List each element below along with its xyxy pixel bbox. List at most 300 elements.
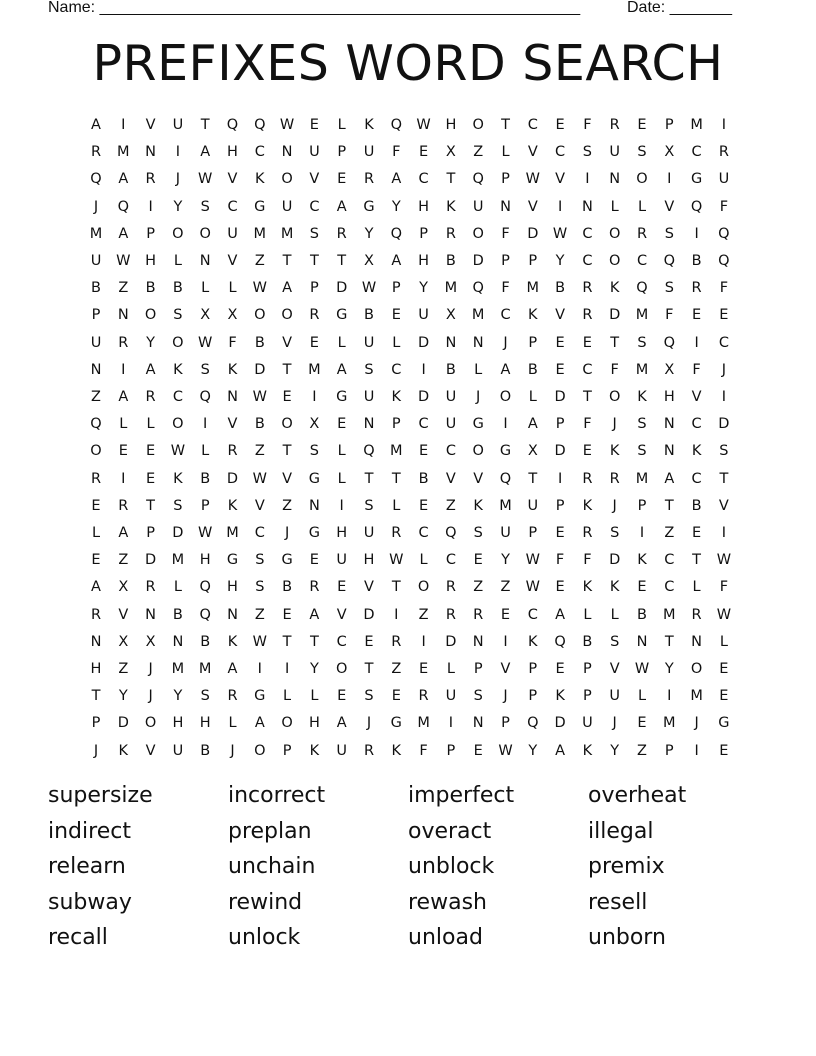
grid-letter: E [719,661,729,677]
grid-letter: U [718,171,730,188]
grid-letter: I [284,661,290,677]
grid-letter: R [473,606,484,623]
grid-letter: E [419,661,429,677]
grid-letter: B [200,742,211,759]
word-list-item: incorrect [228,783,326,808]
grid-letter: I [503,633,508,650]
grid-letter: K [173,470,183,487]
grid-letter: Q [199,389,211,405]
grid-letter: K [391,742,402,759]
grid-letter: E [637,715,647,732]
grid-letter: L [637,688,647,705]
grid-letter: N [500,198,511,215]
grid-letter: S [473,688,483,705]
grid-letter: V [254,497,265,514]
grid-letter: D [145,552,157,569]
grid-letter: L [446,661,455,677]
grid-letter: T [446,171,456,188]
grid-letter: S [637,443,647,460]
grid-letter: W [116,253,131,269]
grid-letter: R [336,225,347,242]
grid-letter: N [227,389,238,405]
grid-letter: X [200,307,211,324]
grid-letter: Z [500,579,511,596]
grid-letter: O [608,225,621,242]
grid-letter: L [337,470,346,487]
word-list-item: rewash [408,889,487,915]
grid-letter: O [172,334,184,351]
grid-letter: P [501,253,510,269]
grid-letter: C [527,606,538,623]
grid-letter: E [555,117,565,133]
grid-letter: Q [254,117,266,133]
grid-letter: I [503,416,508,433]
grid-letter: X [445,144,456,161]
grid-letter: X [527,443,538,460]
grid-letter: T [719,470,729,487]
grid-letter: M [635,361,649,378]
grid-letter: C [664,579,675,596]
grid-letter: B [637,606,647,623]
grid-letter: W [198,334,213,351]
grid-letter: C [445,552,456,569]
grid-letter: C [582,253,593,269]
grid-letter: N [581,198,593,215]
grid-letter: A [555,606,566,623]
grid-letter: H [663,389,675,405]
grid-letter: G [336,389,348,405]
grid-letter: M [635,470,649,487]
grid-letter: S [664,225,674,242]
grid-letter: T [91,688,101,705]
grid-letter: L [610,606,619,623]
grid-letter: A [336,198,347,215]
grid-letter: B [172,606,183,623]
grid-letter: W [198,171,213,188]
grid-letter: T [610,334,620,351]
grid-letter: F [665,307,674,324]
grid-letter: O [254,742,266,759]
grid-letter: I [667,688,672,705]
grid-letter: A [391,171,402,188]
grid-letter: M [280,225,294,242]
grid-letter: H [227,579,238,596]
grid-letter: O [172,416,184,433]
grid-letter: J [476,389,481,405]
grid-letter: G [472,416,484,433]
grid-letter: V [336,606,347,623]
grid-letter: F [392,144,401,161]
grid-letter: R [582,280,593,297]
grid-letter: T [528,470,538,487]
grid-letter: O [472,117,484,133]
grid-letter: O [144,307,157,324]
grid-letter: L [173,579,182,596]
grid-letter: K [637,552,647,569]
grid-letter: W [716,552,732,569]
grid-letter: R [363,171,375,188]
grid-letter: N [90,361,102,378]
grid-letter: B [145,280,156,297]
grid-letter: Q [718,253,730,269]
grid-letter: V [145,742,156,759]
grid-letter: T [391,579,401,596]
grid-letter: E [419,443,429,460]
grid-letter: A [118,171,129,188]
grid-letter: S [637,334,647,351]
grid-letter: V [282,334,293,351]
grid-letter: O [499,389,512,405]
grid-letter: C [582,225,593,242]
grid-letter: F [555,552,565,569]
grid-letter: V [227,171,238,188]
grid-letter: O [417,579,430,596]
grid-letter: T [664,633,674,650]
grid-letter: E [309,117,319,133]
grid-letter: L [91,525,101,541]
grid-letter: W [252,470,267,487]
grid-letter: D [363,606,375,623]
grid-letter: I [339,497,344,514]
grid-letter: S [364,497,374,514]
grid-letter: L [337,443,346,460]
grid-letter: X [145,633,156,650]
grid-letter: Q [499,470,512,487]
grid-letter: F [583,416,592,433]
grid-letter: W [361,280,377,297]
grid-letter: Q [363,443,375,460]
grid-letter: R [582,525,593,541]
grid-letter: L [228,280,237,297]
grid-letter: R [691,280,702,297]
grid-letter: T [664,497,674,514]
grid-letter: Q [199,606,211,623]
grid-letter: D [554,389,566,405]
grid-letter: C [500,307,511,324]
grid-letter: R [636,225,648,242]
grid-letter: E [582,334,592,351]
grid-letter: M [663,606,676,623]
grid-letter: B [527,361,538,378]
grid-letter: R [418,688,429,705]
grid-letter: S [610,633,620,650]
grid-letter: I [121,361,126,378]
grid-letter: K [227,361,238,378]
grid-letter: H [227,144,238,161]
grid-letter: N [308,497,320,514]
grid-letter: M [417,715,430,732]
grid-letter: E [555,579,565,596]
grid-letter: Y [118,688,128,705]
grid-letter: K [227,497,238,514]
grid-letter: I [421,633,426,650]
grid-letter: F [228,334,237,351]
grid-letter: K [637,389,647,405]
grid-letter: W [252,280,267,297]
grid-letter: C [418,525,429,541]
grid-letter: J [612,416,617,433]
grid-letter: Q [445,525,457,541]
grid-letter: X [445,307,456,324]
grid-letter: E [637,117,647,133]
grid-letter: H [418,198,430,215]
grid-letter: B [582,633,593,650]
grid-letter: T [309,253,319,269]
grid-letter: N [199,253,211,269]
grid-letter: D [226,470,239,487]
grid-letter: F [719,579,729,596]
grid-letter: W [279,117,295,133]
grid-letter: M [526,280,540,297]
grid-letter: P [664,742,674,759]
grid-letter: E [582,443,592,460]
grid-letter: W [498,742,513,759]
grid-letter: R [227,688,238,705]
grid-letter: D [609,552,621,569]
grid-letter: N [145,144,157,161]
grid-letter: L [337,334,346,351]
grid-letter: I [557,198,563,215]
grid-letter: S [309,443,319,460]
grid-letter: Y [555,253,565,269]
grid-letter: K [227,633,238,650]
grid-letter: R [445,579,456,596]
grid-letter: C [309,198,320,215]
grid-letter: U [336,742,347,759]
grid-letter: G [499,443,512,460]
grid-letter: D [418,389,430,405]
grid-letter: F [719,198,729,215]
grid-letter: S [309,225,319,242]
grid-letter: N [472,633,484,650]
grid-letter: D [609,307,621,324]
grid-letter: P [419,225,428,242]
grid-letter: L [392,334,401,351]
grid-letter: B [691,253,702,269]
grid-letter: Q [636,280,648,297]
grid-letter: P [528,661,538,677]
grid-letter: L [201,280,210,297]
word-list-item: supersize [48,783,153,808]
grid-letter: P [664,117,674,133]
grid-letter: P [391,280,401,297]
grid-letter: Z [254,443,265,460]
grid-letter: R [609,470,620,487]
grid-letter: D [172,525,184,541]
grid-letter: S [473,525,483,541]
grid-letter: P [146,225,155,242]
grid-letter: Q [554,633,566,650]
grid-letter: E [337,579,347,596]
grid-letter: L [419,552,428,569]
grid-letter: S [664,280,674,297]
grid-letter: E [146,443,156,460]
grid-letter: N [663,416,675,433]
grid-letter: I [721,117,727,133]
grid-letter: K [446,198,456,215]
date-field-label: Date: _______ [627,0,732,16]
grid-letter: X [664,361,675,378]
grid-letter: A [145,361,156,378]
grid-letter: A [282,280,293,297]
grid-letter: E [555,334,565,351]
grid-letter: U [172,117,184,133]
grid-letter: D [418,334,430,351]
grid-letter: V [718,497,729,514]
grid-letter: E [282,389,292,405]
grid-letter: I [721,389,727,405]
grid-letter: N [609,171,621,188]
grid-letter: P [391,416,401,433]
grid-letter: K [582,742,593,759]
grid-letter: B [418,470,429,487]
grid-letter: L [337,117,346,133]
word-list-item: preplan [228,818,312,844]
grid-letter: O [199,225,211,242]
grid-letter: S [610,525,620,541]
grid-letter: E [637,579,647,596]
grid-letter: U [445,389,457,405]
grid-letter: G [281,552,293,569]
word-list-item: relearn [48,854,126,879]
grid-letter: J [93,742,99,759]
grid-letter: K [582,579,593,596]
grid-letter: Q [90,171,102,188]
grid-letter: V [527,198,538,215]
grid-letter: K [173,361,183,378]
grid-letter: C [254,144,265,161]
grid-letter: W [252,389,267,405]
grid-letter: S [200,361,210,378]
grid-letter: I [557,470,563,487]
grid-letter: I [421,361,426,378]
word-list-item: illegal [588,818,654,844]
grid-letter: E [500,606,511,623]
grid-letter: E [719,307,729,324]
grid-letter: Z [118,661,129,677]
grid-letter: G [308,470,321,487]
grid-letter: H [418,253,430,269]
grid-letter: B [555,280,566,297]
grid-letter: U [445,688,457,705]
grid-letter: Y [528,742,538,759]
grid-letter: R [90,470,102,487]
grid-letter: K [691,443,702,460]
grid-letter: E [719,688,729,705]
grid-letter: R [145,171,156,188]
grid-letter: P [337,144,347,161]
grid-letter: J [612,497,617,514]
grid-letter: Z [254,606,265,623]
grid-letter: I [448,715,454,732]
grid-letter: J [175,171,181,188]
grid-letter: W [525,171,540,188]
grid-letter: R [309,307,320,324]
grid-letter: S [364,361,374,378]
grid-letter: L [392,497,401,514]
grid-letter: T [200,117,210,133]
grid-letter: J [148,661,153,677]
grid-letter: A [118,225,129,242]
grid-letter: C [254,525,265,541]
grid-letter: R [718,144,729,161]
grid-letter: J [93,198,99,215]
grid-letter: E [337,688,347,705]
grid-letter: P [501,171,510,188]
grid-letter: C [336,633,347,650]
grid-letter: E [473,742,483,759]
grid-letter: P [583,688,592,705]
grid-letter: C [418,171,429,188]
grid-letter: M [226,525,239,541]
grid-letter: M [171,552,185,569]
grid-letter: C [555,144,566,161]
grid-letter: V [555,307,566,324]
grid-letter: Y [391,198,401,215]
grid-letter: L [528,389,537,405]
grid-letter: X [118,633,129,650]
grid-letter: H [172,715,184,732]
grid-letter: Y [309,661,319,677]
grid-letter: N [172,633,184,650]
grid-letter: M [690,117,703,133]
grid-letter: R [227,443,238,460]
grid-letter: Z [637,742,647,759]
grid-letter: G [254,198,266,215]
grid-letter: E [309,334,319,351]
grid-letter: F [419,742,428,759]
grid-letter: A [391,253,402,269]
grid-letter: A [336,715,347,732]
grid-letter: M [690,688,703,705]
grid-letter: R [691,606,702,623]
grid-letter: V [473,470,484,487]
word-list-item: premix [588,854,665,879]
grid-letter: W [198,525,213,541]
grid-letter: B [91,280,101,297]
grid-letter: E [473,552,483,569]
grid-letter: Z [282,497,293,514]
grid-letter: U [500,525,511,541]
grid-letter: P [555,497,565,514]
grid-letter: P [91,307,101,324]
grid-letter: E [118,443,128,460]
grid-letter: M [663,715,676,732]
grid-letter: R [145,579,156,596]
grid-letter: F [719,280,729,297]
grid-letter: E [555,361,565,378]
grid-letter: L [637,198,647,215]
grid-letter: U [281,198,293,215]
grid-letter: Q [690,198,703,215]
grid-letter: Z [91,389,101,405]
grid-letter: G [254,688,266,705]
grid-letter: W [389,552,404,569]
grid-letter: E [391,688,401,705]
grid-letter: R [309,579,320,596]
grid-letter: S [637,144,647,161]
grid-letter: U [309,144,320,161]
grid-letter: W [170,443,186,460]
grid-letter: K [391,389,402,405]
grid-letter: C [636,253,648,269]
grid-letter: N [90,633,102,650]
grid-letter: O [335,661,348,677]
grid-letter: A [91,117,101,133]
grid-letter: S [255,579,265,596]
grid-letter: V [118,606,129,623]
grid-letter: V [555,171,566,188]
